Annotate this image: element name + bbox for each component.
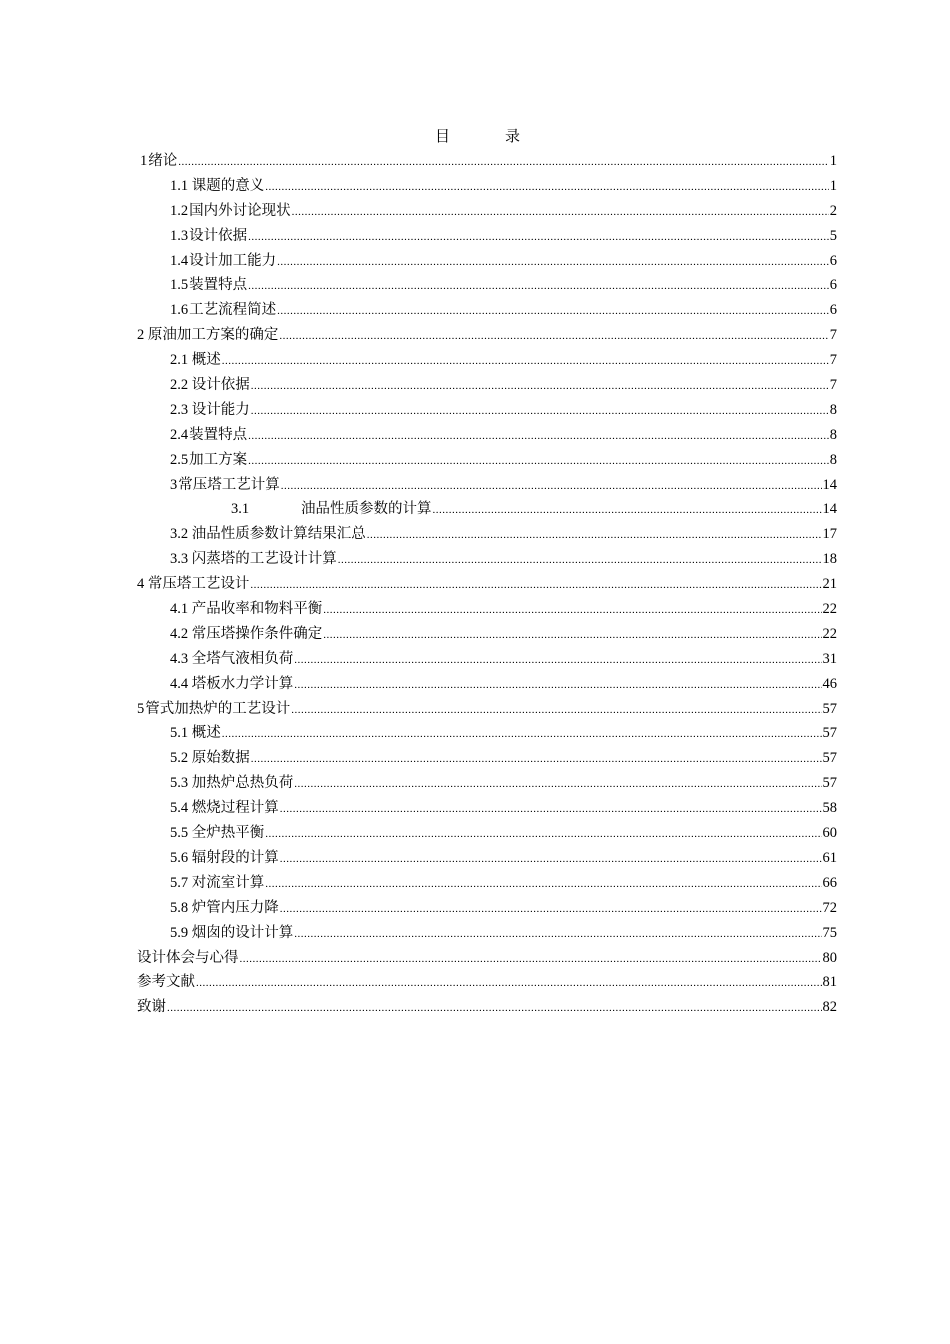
toc-entry[interactable] — [137, 946, 837, 971]
toc-entry-title: 装置特点 — [189, 277, 248, 294]
toc-entry-title: 工艺流程简述 — [189, 302, 277, 319]
toc-entry[interactable] — [137, 647, 837, 672]
toc-entry-page-number: 14 — [822, 476, 837, 493]
toc-entry-label — [170, 547, 337, 568]
toc-dot-leader — [323, 604, 821, 616]
toc-entry[interactable] — [137, 373, 837, 398]
toc-entry-page-number: 57 — [822, 750, 837, 767]
toc-dot-leader — [265, 181, 829, 193]
toc-entry[interactable] — [137, 473, 837, 498]
toc-entry-title: 管式加热炉的工艺设计 — [145, 700, 291, 717]
toc-dot-leader — [277, 305, 829, 317]
toc-entry-page-number: 57 — [822, 725, 837, 742]
toc-entry-label — [137, 323, 278, 344]
toc-entry[interactable] — [137, 672, 837, 697]
toc-entry-title: 设计能力 — [188, 401, 250, 418]
toc-entry-number: 5.1 — [170, 725, 189, 742]
toc-entry-label — [170, 721, 221, 742]
toc-dot-leader — [294, 928, 821, 940]
table-of-contents — [137, 149, 837, 1020]
toc-entry-label — [170, 298, 276, 319]
toc-entry-page-number: 72 — [822, 899, 837, 916]
toc-entry-label — [231, 497, 432, 518]
toc-entry-page-number: 58 — [822, 800, 837, 817]
toc-entry-title: 设计依据 — [189, 227, 248, 244]
toc-entry[interactable] — [137, 746, 837, 771]
toc-entry-page-number: 6 — [829, 277, 837, 294]
toc-entry-title: 概述 — [188, 725, 221, 742]
toc-entry-page-number: 7 — [829, 377, 837, 394]
toc-entry[interactable] — [137, 597, 837, 622]
toc-entry-label — [170, 896, 279, 917]
toc-entry-label — [140, 149, 177, 170]
toc-entry[interactable] — [137, 921, 837, 946]
toc-entry-number: 5.2 — [170, 750, 189, 767]
toc-entry[interactable] — [137, 423, 837, 448]
toc-entry-page-number: 46 — [822, 675, 837, 692]
toc-entry-page-number: 60 — [822, 825, 837, 842]
toc-entry-label — [170, 199, 291, 220]
toc-entry-label — [170, 597, 322, 618]
toc-entry-number: 4.3 — [170, 650, 189, 667]
toc-entry-title: 概述 — [188, 352, 221, 369]
toc-dot-leader — [367, 529, 822, 541]
toc-entry-page-number: 2 — [829, 202, 837, 219]
toc-entry-title: 课题的意义 — [188, 177, 265, 194]
toc-entry[interactable] — [137, 995, 837, 1020]
toc-entry[interactable] — [137, 522, 837, 547]
toc-entry-title: 加工方案 — [189, 451, 248, 468]
toc-entry-label — [170, 871, 264, 892]
toc-dot-leader — [265, 828, 821, 840]
toc-entry[interactable] — [137, 821, 837, 846]
toc-entry-page-number: 22 — [822, 625, 837, 642]
toc-dot-leader — [167, 1002, 822, 1014]
toc-entry-page-number: 18 — [822, 551, 837, 568]
toc-entry-number: 4 — [137, 576, 145, 593]
toc-entry[interactable] — [137, 323, 837, 348]
toc-dot-leader — [251, 380, 829, 392]
toc-entry-title: 全塔气液相负荷 — [188, 650, 294, 667]
toc-dot-leader — [294, 654, 821, 666]
toc-entry-number: 1.6 — [170, 302, 189, 319]
toc-entry[interactable] — [137, 871, 837, 896]
toc-dot-leader — [294, 778, 821, 790]
toc-entry-label — [170, 522, 366, 543]
toc-entry-title: 装置特点 — [189, 426, 248, 443]
toc-entry-title: 炉管内压力降 — [188, 899, 279, 916]
toc-entry-title: 国内外讨论现状 — [189, 202, 291, 219]
toc-entry-page-number: 31 — [822, 650, 837, 667]
toc-entry-label — [170, 398, 250, 419]
toc-dot-leader — [222, 728, 822, 740]
toc-entry-title: 辐射段的计算 — [188, 849, 279, 866]
toc-entry[interactable] — [137, 348, 837, 373]
toc-dot-leader — [280, 803, 822, 815]
toc-dot-leader — [292, 206, 829, 218]
toc-dot-leader — [280, 903, 822, 915]
toc-entry-title: 燃烧过程计算 — [188, 800, 279, 817]
toc-entry[interactable] — [137, 547, 837, 572]
toc-entry-number: 2.1 — [170, 352, 189, 369]
toc-entry-label — [170, 348, 221, 369]
toc-entry-label — [170, 273, 247, 294]
toc-dot-leader — [279, 330, 828, 342]
toc-entry-label — [170, 746, 250, 767]
toc-entry-title: 常压塔操作条件确定 — [188, 625, 323, 642]
toc-dot-leader — [433, 504, 822, 516]
toc-dot-leader — [248, 231, 829, 243]
toc-entry[interactable] — [137, 896, 837, 921]
toc-entry-page-number: 6 — [829, 302, 837, 319]
toc-entry-label — [137, 995, 166, 1016]
toc-entry-title: 闪蒸塔的工艺设计计算 — [188, 551, 337, 568]
toc-entry-label — [170, 174, 264, 195]
toc-entry[interactable] — [137, 174, 837, 199]
toc-entry-page-number: 14 — [822, 501, 837, 518]
toc-entry-number: 2.4 — [170, 426, 189, 443]
toc-entry-number: 5.7 — [170, 874, 189, 891]
toc-entry[interactable] — [137, 622, 837, 647]
toc-dot-leader — [248, 280, 829, 292]
toc-entry-title: 产品收率和物料平衡 — [188, 601, 323, 618]
toc-entry-title: 设计体会与心得 — [137, 949, 239, 966]
toc-entry-title: 加热炉总热负荷 — [188, 775, 294, 792]
toc-dot-leader — [251, 405, 829, 417]
toc-entry-number: 3 — [170, 476, 178, 493]
toc-entry-page-number: 80 — [822, 949, 837, 966]
toc-dot-leader — [281, 480, 822, 492]
toc-entry-label — [170, 224, 247, 245]
toc-entry[interactable] — [137, 224, 837, 249]
toc-entry-title: 致谢 — [137, 999, 166, 1016]
toc-dot-leader — [248, 455, 829, 467]
toc-dot-leader — [250, 579, 821, 591]
toc-entry-page-number: 21 — [822, 576, 837, 593]
toc-entry-number: 3.2 — [170, 526, 189, 543]
toc-entry-page-number: 6 — [829, 252, 837, 269]
toc-entry-number: 2 — [137, 327, 145, 344]
toc-entry[interactable] — [137, 846, 837, 871]
toc-entry-label — [170, 373, 250, 394]
toc-entry-label — [170, 622, 322, 643]
toc-entry-number: 1 — [140, 153, 148, 169]
toc-entry-label — [170, 796, 279, 817]
toc-entry-number: 5.9 — [170, 924, 189, 941]
toc-entry-number: 5.3 — [170, 775, 189, 792]
toc-entry-title: 常压塔工艺设计 — [144, 576, 250, 593]
toc-dot-leader — [178, 156, 829, 168]
toc-entry[interactable] — [137, 249, 837, 274]
toc-entry-number: 4.4 — [170, 675, 189, 692]
toc-dot-leader — [265, 878, 821, 890]
toc-dot-leader — [294, 679, 821, 691]
toc-entry-title: 绪论 — [148, 153, 178, 169]
toc-entry[interactable] — [137, 448, 837, 473]
toc-entry-number: 5.5 — [170, 825, 189, 842]
toc-entry-label — [170, 448, 247, 469]
toc-dot-leader — [338, 554, 822, 566]
toc-entry-number: 3.1 — [231, 501, 250, 518]
toc-entry-title: 油品性质参数计算结果汇总 — [188, 526, 366, 543]
toc-entry-label — [170, 647, 293, 668]
toc-entry-label — [170, 771, 293, 792]
toc-entry-label — [137, 946, 239, 967]
toc-entry-title: 塔板水力学计算 — [188, 675, 294, 692]
toc-entry[interactable] — [137, 721, 837, 746]
toc-dot-leader — [222, 355, 829, 367]
toc-dot-leader — [196, 977, 822, 989]
toc-entry-number: 1.3 — [170, 227, 189, 244]
toc-entry-page-number: 57 — [822, 700, 837, 717]
toc-entry-number: 1.5 — [170, 277, 189, 294]
toc-entry-page-number: 17 — [822, 526, 837, 543]
toc-entry-page-number: 1 — [829, 177, 837, 194]
toc-entry-page-number: 61 — [822, 849, 837, 866]
toc-entry-label — [137, 970, 195, 991]
toc-entry[interactable] — [137, 199, 837, 224]
toc-entry-label — [170, 672, 293, 693]
toc-entry[interactable] — [137, 298, 837, 323]
toc-entry-label — [170, 846, 279, 867]
toc-entry-label — [170, 821, 264, 842]
toc-entry-title: 设计加工能力 — [189, 252, 277, 269]
toc-entry-number: 5.4 — [170, 800, 189, 817]
toc-entry-page-number: 57 — [822, 775, 837, 792]
toc-entry-number: 1.2 — [170, 202, 189, 219]
toc-entry[interactable] — [137, 273, 837, 298]
toc-entry-page-number: 5 — [829, 227, 837, 244]
toc-entry-page-number: 8 — [829, 426, 837, 443]
toc-entry-page-number: 8 — [829, 401, 837, 418]
toc-entry[interactable] — [137, 796, 837, 821]
toc-entry[interactable] — [137, 697, 837, 722]
toc-entry-title: 参考文献 — [137, 974, 195, 991]
toc-dot-leader — [291, 704, 821, 716]
toc-entry-title: 常压塔工艺计算 — [178, 476, 280, 493]
toc-dot-leader — [323, 629, 821, 641]
toc-entry-page-number: 82 — [822, 999, 837, 1016]
toc-entry-number: 1.4 — [170, 252, 189, 269]
toc-entry-label — [137, 572, 249, 593]
toc-entry-page-number: 7 — [829, 352, 837, 369]
toc-dot-leader — [280, 853, 822, 865]
toc-entry[interactable] — [137, 398, 837, 423]
toc-entry-number: 4.2 — [170, 625, 189, 642]
toc-dot-leader — [240, 953, 822, 965]
toc-dot-leader — [251, 753, 822, 765]
toc-entry-page-number: 66 — [822, 874, 837, 891]
toc-entry-label — [170, 423, 247, 444]
toc-entry[interactable] — [137, 572, 837, 597]
toc-entry-number: 2.2 — [170, 377, 189, 394]
toc-entry-page-number: 1 — [829, 153, 837, 169]
toc-dot-leader — [277, 256, 829, 268]
toc-entry-label — [170, 473, 280, 494]
toc-entry-title: 设计依据 — [188, 377, 250, 394]
toc-entry-title: 全炉热平衡 — [188, 825, 265, 842]
toc-entry-page-number: 81 — [822, 974, 837, 991]
toc-entry-number: 3.3 — [170, 551, 189, 568]
toc-entry-number: 4.1 — [170, 601, 189, 618]
toc-entry-title: 烟囱的设计计算 — [188, 924, 294, 941]
toc-entry[interactable] — [137, 970, 837, 995]
toc-entry-page-number: 22 — [822, 601, 837, 618]
toc-title: 目 录 — [434, 129, 540, 145]
toc-entry-number: 2.3 — [170, 401, 189, 418]
toc-entry-title: 原始数据 — [188, 750, 250, 767]
toc-entry-page-number: 7 — [829, 327, 837, 344]
toc-dot-leader — [248, 430, 829, 442]
toc-entry[interactable] — [137, 771, 837, 796]
toc-entry[interactable] — [137, 149, 837, 174]
toc-entry-label — [137, 697, 290, 718]
toc-entry-page-number: 75 — [822, 924, 837, 941]
toc-entry-number: 5.8 — [170, 899, 189, 916]
toc-entry-label — [170, 249, 276, 270]
toc-entry-number: 5.6 — [170, 849, 189, 866]
toc-entry[interactable] — [137, 497, 837, 522]
toc-entry-number: 5 — [137, 700, 145, 717]
toc-entry-title: 油品性质参数的计算 — [301, 501, 432, 518]
toc-entry-title: 原油加工方案的确定 — [144, 327, 279, 344]
toc-entry-label — [170, 921, 293, 942]
toc-entry-page-number: 8 — [829, 451, 837, 468]
toc-entry-number: 1.1 — [170, 177, 189, 194]
toc-entry-title: 对流室计算 — [188, 874, 265, 891]
toc-entry-number: 2.5 — [170, 451, 189, 468]
